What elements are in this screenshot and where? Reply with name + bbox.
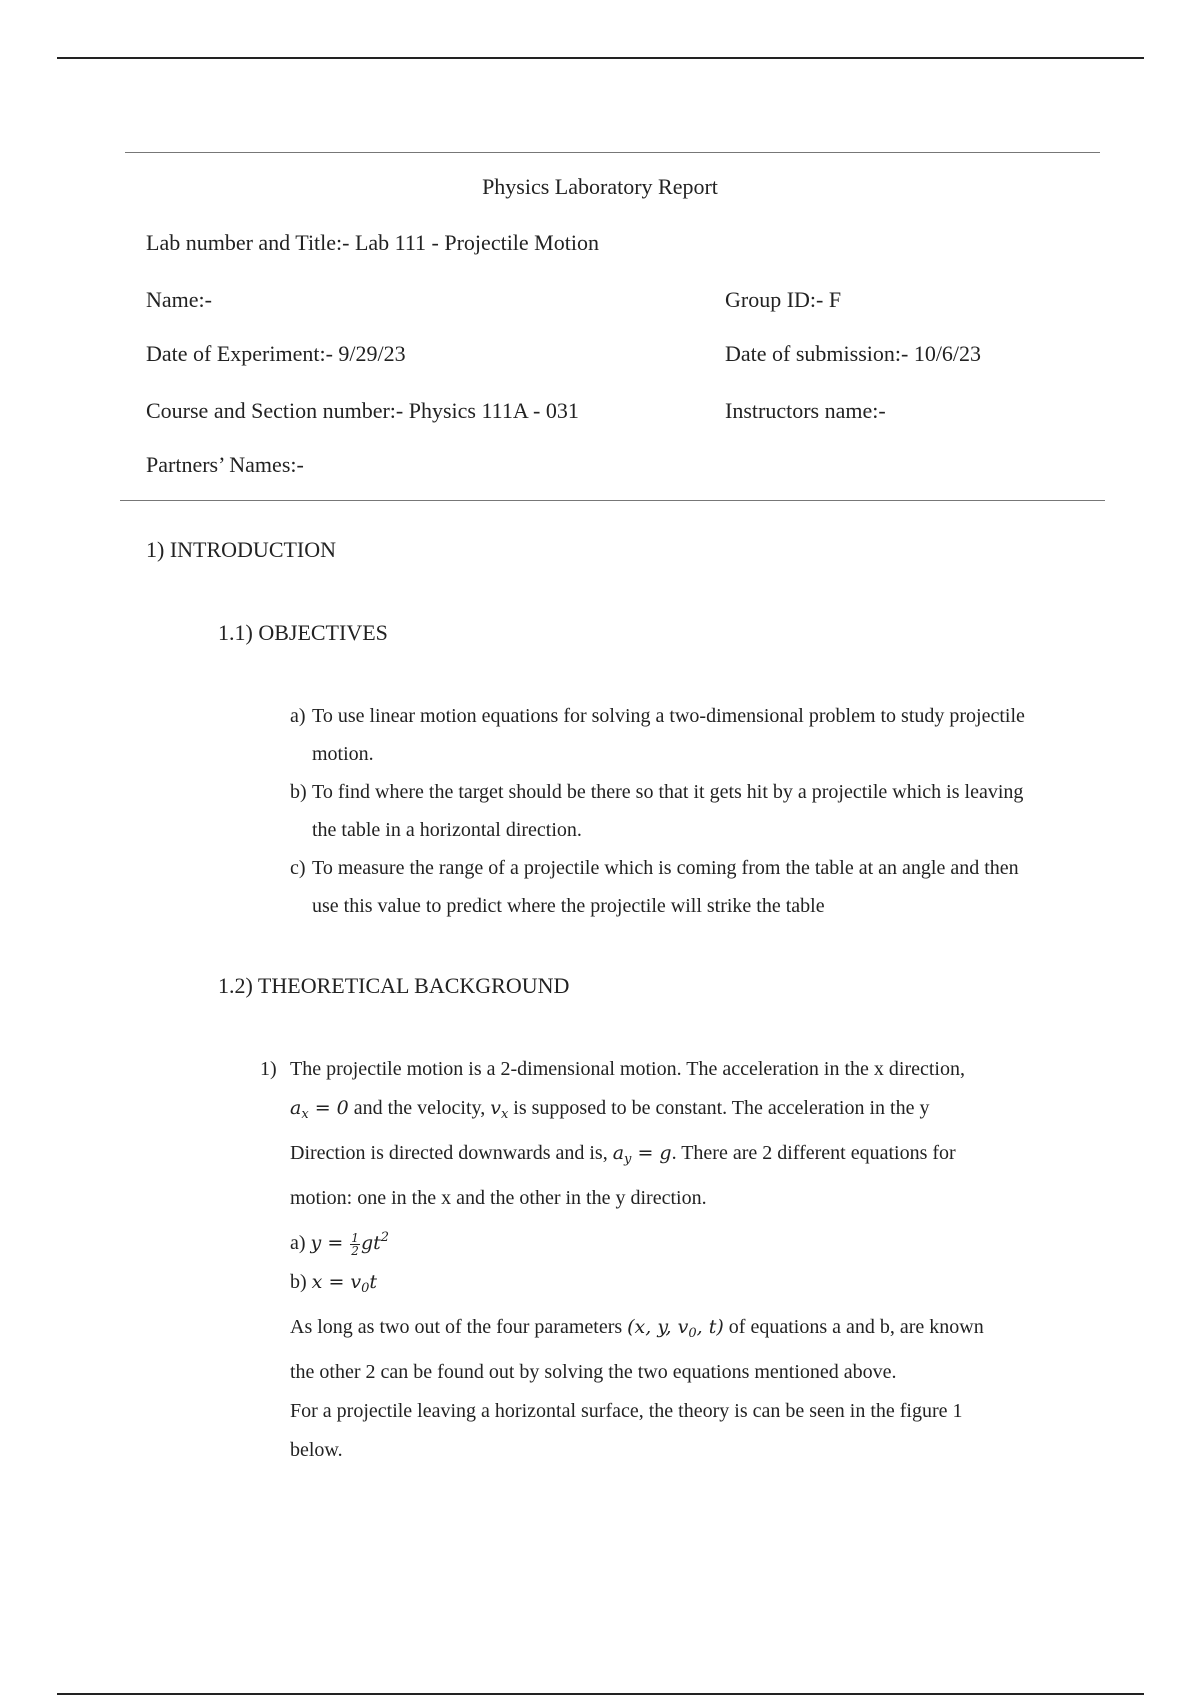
equation-ay: $a_y = g$ [612,1142,672,1167]
objective-item: a) To use linear motion equations for solving a two-dimensional problem to study projectile motion. [290,705,1025,765]
name-field: Name:- [146,287,212,312]
header-top-rule [125,152,1100,153]
parameter-tuple: (x, y, $v_0$, t) [627,1316,724,1341]
theory-line: $a_x = 0$ and the velocity, $v_x$ is supposed to be constant. The acceleration in the y [290,1097,930,1122]
report-title: Physics Laboratory Report [482,174,718,199]
theory-line: As long as two out of the four parameters (x, y, $v_0$, t) of equations a and b, are known [290,1316,984,1341]
equation-a: a) y = $\frac{1}{2}$ $gt^2$ [290,1230,390,1258]
theory-line: Direction is directed downwards and is, $a_y = g$. There are 2 different equations for [290,1142,956,1167]
lab-title: Lab number and Title:- Lab 111 - Projectile Motion [146,230,599,255]
objective-item: c) To measure the range of a projectile which is coming from the table at an angle and then use this value to predict where the projectile will strike the table [290,857,1019,917]
course-section: Course and Section number:- Physics 111A - 031 [146,398,579,423]
introduction-heading: 1) INTRODUCTION [146,537,337,562]
symbol-vx: $v_x$ [490,1097,509,1122]
page-top-rule [57,57,1144,59]
objectives-heading: 1.1) OBJECTIVES [218,620,388,645]
partners-names: Partners’ Names:- [146,452,304,477]
objectives-list [290,697,1050,925]
theory-line: For a projectile leaving a horizontal surface, the theory is can be seen in the figure 1 [290,1400,963,1422]
theory-line: The projectile motion is a 2-dimensional motion. The acceleration in the x direction, [290,1058,965,1080]
equation-ax: $a_x = 0$ [290,1097,349,1122]
theory-line: the other 2 can be found out by solving the two equations mentioned above. [290,1361,897,1383]
theory-body [260,1050,1070,1470]
equation-b: b) $x = v_0t$ [290,1271,378,1296]
objective-item: b) To find where the target should be there so that it gets hit by a projectile which is leaving the table in a horizontal direction. [290,781,1024,841]
group-id: Group ID:- F [725,287,842,312]
instructor-name: Instructors name:- [725,398,886,423]
date-of-submission: Date of submission:- 10/6/23 [725,341,982,366]
date-of-experiment: Date of Experiment:- 9/29/23 [146,341,406,366]
theory-line: motion: one in the x and the other in the y direction. [290,1187,707,1209]
theory-line: below. [290,1439,343,1461]
theory-heading: 1.2) THEORETICAL BACKGROUND [218,973,570,998]
header-bottom-rule [120,500,1105,501]
theory-item-number: 1) [260,1058,277,1080]
page-bottom-rule [57,1693,1144,1695]
